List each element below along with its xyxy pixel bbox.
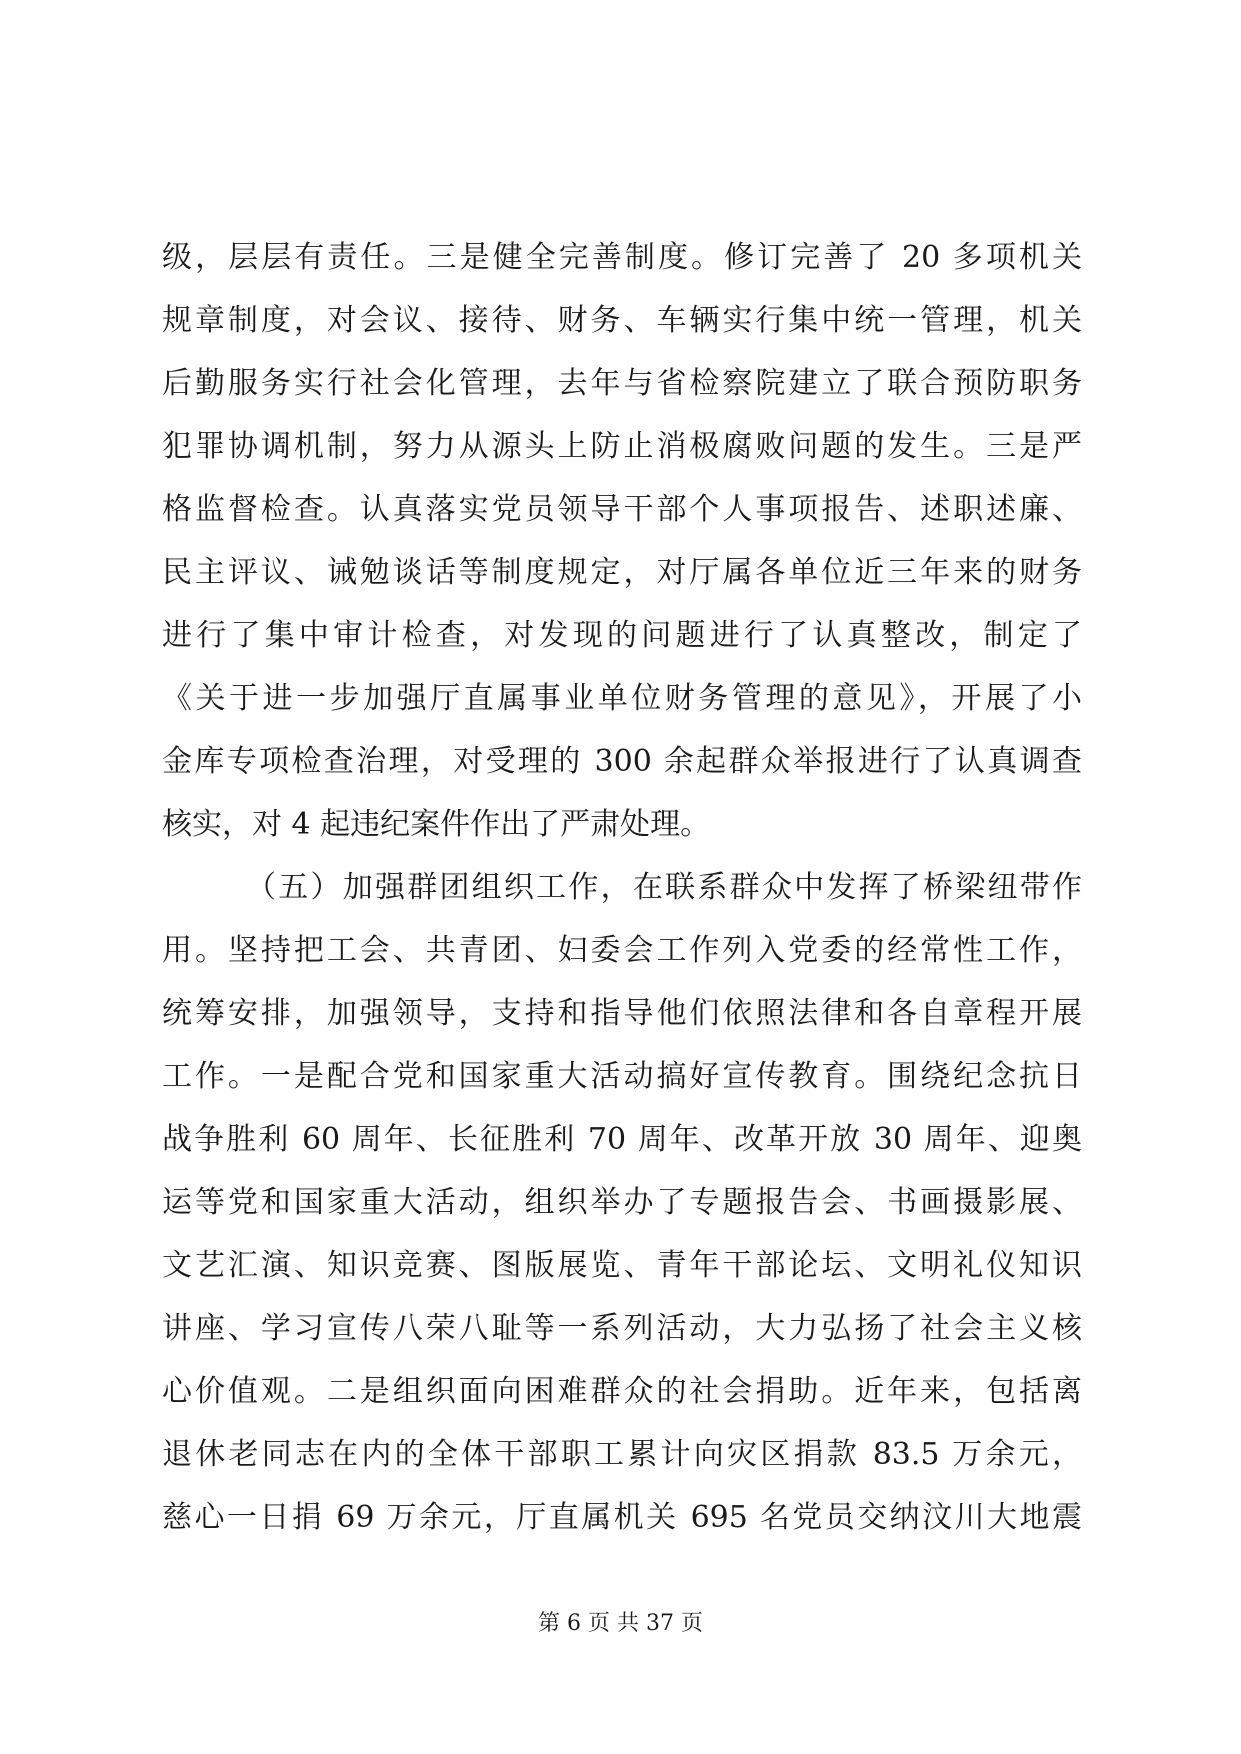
text-line: 讲座、学习宣传八荣八耻等一系列活动，大力弘扬了社会主义核 xyxy=(162,1311,1082,1346)
text-line: 战争胜利 60 周年、长征胜利 70 周年、改革开放 30 周年、迎奥 xyxy=(162,1122,1082,1157)
text-line: 格监督检查。认真落实党员领导干部个人事项报告、述职述廉、 xyxy=(162,492,1082,527)
text-line: 民主评议、诫勉谈话等制度规定，对厅属各单位近三年来的财务 xyxy=(162,555,1082,590)
document-body xyxy=(162,226,1082,1549)
text-line: 《关于进一步加强厅直属事业单位财务管理的意见》，开展了小 xyxy=(162,681,1082,716)
text-line: 级，层层有责任。三是健全完善制度。修订完善了 20 多项机关 xyxy=(162,240,1082,275)
text-line: 慈心一日捐 69 万余元，厅直属机关 695 名党员交纳汶川大地震 xyxy=(162,1500,1082,1535)
section-heading-line: （五）加强群团组织工作，在联系群众中发挥了桥梁纽带作 xyxy=(246,870,1082,905)
text-line: 心价值观。二是组织面向困难群众的社会捐助。近年来，包括离 xyxy=(162,1374,1082,1409)
text-line: 统筹安排，加强领导，支持和指导他们依照法律和各自章程开展 xyxy=(162,996,1082,1031)
text-line: 规章制度，对会议、接待、财务、车辆实行集中统一管理，机关 xyxy=(162,303,1082,338)
text-line: 退休老同志在内的全体干部职工累计向灾区捐款 83.5 万余元， xyxy=(162,1437,1082,1472)
text-line: 核实，对 4 起违纪案件作出了严肃处理。 xyxy=(162,807,711,842)
page-number-footer: 第 6 页 共 37 页 xyxy=(538,1611,703,1636)
text-line: 用。坚持把工会、共青团、妇委会工作列入党委的经常性工作， xyxy=(162,933,1082,968)
text-line: 文艺汇演、知识竞赛、图版展览、青年干部论坛、文明礼仪知识 xyxy=(162,1248,1082,1283)
text-line: 后勤服务实行社会化管理，去年与省检察院建立了联合预防职务 xyxy=(162,366,1082,401)
text-line: 工作。一是配合党和国家重大活动搞好宣传教育。围绕纪念抗日 xyxy=(162,1059,1082,1094)
text-line: 运等党和国家重大活动，组织举办了专题报告会、书画摄影展、 xyxy=(162,1185,1082,1220)
text-line: 进行了集中审计检查，对发现的问题进行了认真整改，制定了 xyxy=(162,618,1082,653)
text-line: 犯罪协调机制，努力从源头上防止消极腐败问题的发生。三是严 xyxy=(162,429,1082,464)
text-line: 金库专项检查治理，对受理的 300 余起群众举报进行了认真调查 xyxy=(162,744,1082,779)
